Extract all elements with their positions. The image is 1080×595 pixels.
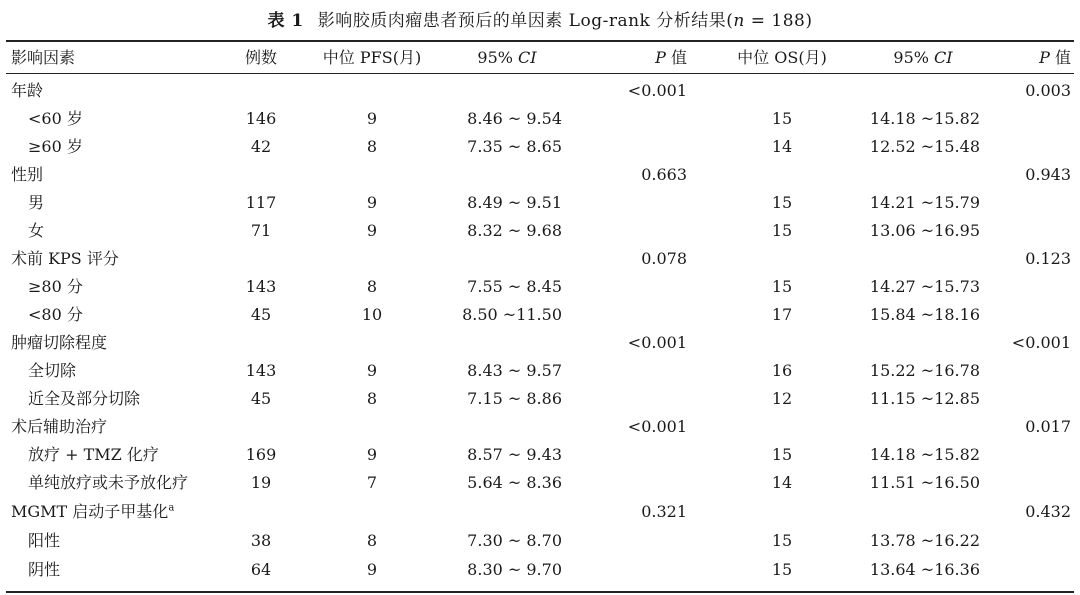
- os-p-value: 0.123: [1025, 249, 1071, 268]
- group-row: [0, 161, 1080, 189]
- group-row: [0, 498, 1080, 526]
- subgroup-label: 全切除: [28, 361, 77, 380]
- case-count: 64: [250, 560, 272, 579]
- header-median-os: 中位 OS(月): [737, 48, 827, 67]
- os-ci: 14.18 ~15.82: [869, 445, 980, 464]
- os-ci: 13.78 ~16.22: [869, 531, 980, 550]
- header-median-pfs: 中位 PFS(月): [322, 48, 422, 67]
- os-p-value: 0.017: [1025, 417, 1071, 436]
- os-p-value: 0.943: [1025, 165, 1071, 184]
- median-os: 15: [771, 193, 793, 212]
- pfs-p-value: <0.001: [627, 333, 687, 352]
- table-title: 影响胶质肉瘤患者预后的单因素 Log-rank 分析结果(: [317, 11, 734, 31]
- table-row: [0, 527, 1080, 555]
- subgroup-label: <80 分: [28, 305, 83, 324]
- os-p-value: 0.432: [1025, 502, 1071, 521]
- pfs-ci: 8.43 ~ 9.57: [467, 361, 562, 380]
- group-label: 性别: [11, 165, 44, 184]
- group-label: 肿瘤切除程度: [11, 333, 108, 352]
- case-count: 143: [245, 361, 277, 380]
- median-pfs: 7: [366, 473, 378, 492]
- pfs-ci: 7.55 ~ 8.45: [467, 277, 562, 296]
- header-rule: [6, 73, 1074, 74]
- pfs-ci: 7.15 ~ 8.86: [467, 389, 562, 408]
- median-pfs: 8: [366, 137, 378, 156]
- pfs-ci: 8.50 ~11.50: [462, 305, 562, 324]
- case-count: 169: [245, 445, 277, 464]
- header-factor: 影响因素: [11, 48, 76, 67]
- pfs-ci: 8.32 ~ 9.68: [467, 221, 562, 240]
- median-pfs: 9: [366, 560, 378, 579]
- case-count: 38: [250, 531, 272, 550]
- group-row: [0, 329, 1080, 357]
- group-label: 术后辅助治疗: [11, 417, 108, 436]
- case-count: 45: [250, 389, 272, 408]
- case-count: 19: [250, 473, 272, 492]
- median-pfs: 10: [361, 305, 383, 324]
- os-ci: 14.27 ~15.73: [869, 277, 980, 296]
- table-row: [0, 357, 1080, 385]
- header-os-p: P 值: [1039, 48, 1071, 67]
- os-ci: 13.64 ~16.36: [869, 560, 980, 579]
- case-count: 42: [250, 137, 272, 156]
- table-row: [0, 441, 1080, 469]
- os-p-value: 0.003: [1025, 81, 1071, 100]
- group-label: 年龄: [11, 81, 44, 100]
- median-os: 15: [771, 221, 793, 240]
- os-ci: 11.15 ~12.85: [869, 389, 980, 408]
- median-os: 14: [771, 137, 793, 156]
- os-ci: 12.52 ~15.48: [869, 137, 980, 156]
- subgroup-label: 阳性: [28, 531, 61, 550]
- median-pfs: 8: [366, 277, 378, 296]
- median-os: 15: [771, 445, 793, 464]
- group-row: [0, 245, 1080, 273]
- table-row: [0, 189, 1080, 217]
- pfs-ci: 7.35 ~ 8.65: [467, 137, 562, 156]
- pfs-ci: 5.64 ~ 8.36: [467, 473, 562, 492]
- pfs-ci: 8.49 ~ 9.51: [467, 193, 562, 212]
- median-os: 15: [771, 531, 793, 550]
- table-row: [0, 385, 1080, 413]
- os-ci: 11.51 ~16.50: [869, 473, 980, 492]
- subgroup-label: 放疗 + TMZ 化疗: [28, 445, 159, 464]
- median-os: 15: [771, 277, 793, 296]
- pfs-p-value: <0.001: [627, 81, 687, 100]
- os-p-value: <0.001: [1011, 333, 1071, 352]
- median-pfs: 8: [366, 531, 378, 550]
- bottom-rule: [6, 591, 1074, 593]
- table-row: [0, 556, 1080, 584]
- header-pfs-p: P 值: [655, 48, 687, 67]
- pfs-ci: 8.30 ~ 9.70: [467, 560, 562, 579]
- median-os: 15: [771, 109, 793, 128]
- header-cases: 例数: [244, 48, 277, 67]
- pfs-ci: 8.57 ~ 9.43: [467, 445, 562, 464]
- median-pfs: 9: [366, 221, 378, 240]
- subgroup-label: ≥60 岁: [28, 137, 83, 156]
- footnote-marker: a: [168, 502, 175, 514]
- median-os: 15: [771, 560, 793, 579]
- pfs-p-value: 0.321: [641, 502, 687, 521]
- case-count: 117: [245, 193, 277, 212]
- median-pfs: 9: [366, 193, 378, 212]
- os-ci: 13.06 ~16.95: [869, 221, 980, 240]
- median-os: 14: [771, 473, 793, 492]
- median-os: 12: [771, 389, 793, 408]
- pfs-p-value: 0.663: [641, 165, 687, 184]
- pfs-p-value: 0.078: [641, 249, 687, 268]
- median-pfs: 9: [366, 445, 378, 464]
- top-rule: [6, 40, 1074, 42]
- table-row: [0, 133, 1080, 161]
- table-caption: [0, 6, 1080, 31]
- case-count: 71: [250, 221, 272, 240]
- table-row: [0, 469, 1080, 497]
- pfs-ci: 8.46 ~ 9.54: [467, 109, 562, 128]
- header-pfs-ci: 95% CI: [477, 48, 537, 67]
- subgroup-label: <60 岁: [28, 109, 83, 128]
- subgroup-label: 近全及部分切除: [28, 389, 141, 408]
- table-row: [0, 301, 1080, 329]
- case-count: 143: [245, 277, 277, 296]
- group-row: [0, 413, 1080, 441]
- subgroup-label: ≥80 分: [28, 277, 83, 296]
- header-row: [0, 44, 1080, 72]
- pfs-p-value: <0.001: [627, 417, 687, 436]
- median-os: 17: [771, 305, 793, 324]
- case-count: 146: [245, 109, 277, 128]
- os-ci: 14.18 ~15.82: [869, 109, 980, 128]
- case-count: 45: [250, 305, 272, 324]
- table-row: [0, 105, 1080, 133]
- median-pfs: 9: [366, 361, 378, 380]
- subgroup-label: 男: [28, 193, 45, 212]
- group-row: [0, 77, 1080, 105]
- group-label: MGMT 启动子甲基化$^a$: [11, 502, 175, 521]
- table-row: [0, 273, 1080, 301]
- os-ci: 15.84 ~18.16: [869, 305, 980, 324]
- subgroup-label: 女: [28, 221, 45, 240]
- group-label: 术前 KPS 评分: [11, 249, 119, 268]
- os-ci: 14.21 ~15.79: [869, 193, 980, 212]
- median-pfs: 8: [366, 389, 378, 408]
- median-os: 16: [771, 361, 793, 380]
- pfs-ci: 7.30 ~ 8.70: [467, 531, 562, 550]
- median-pfs: 9: [366, 109, 378, 128]
- n-value: = 188): [744, 11, 813, 31]
- os-ci: 15.22 ~16.78: [869, 361, 980, 380]
- table-row: [0, 217, 1080, 245]
- subgroup-label: 单纯放疗或未予放化疗: [28, 473, 189, 492]
- subgroup-label: 阴性: [28, 560, 61, 579]
- header-os-ci: 95% CI: [893, 48, 953, 67]
- n-symbol: n: [733, 11, 745, 31]
- table-number: 表 1: [267, 11, 304, 31]
